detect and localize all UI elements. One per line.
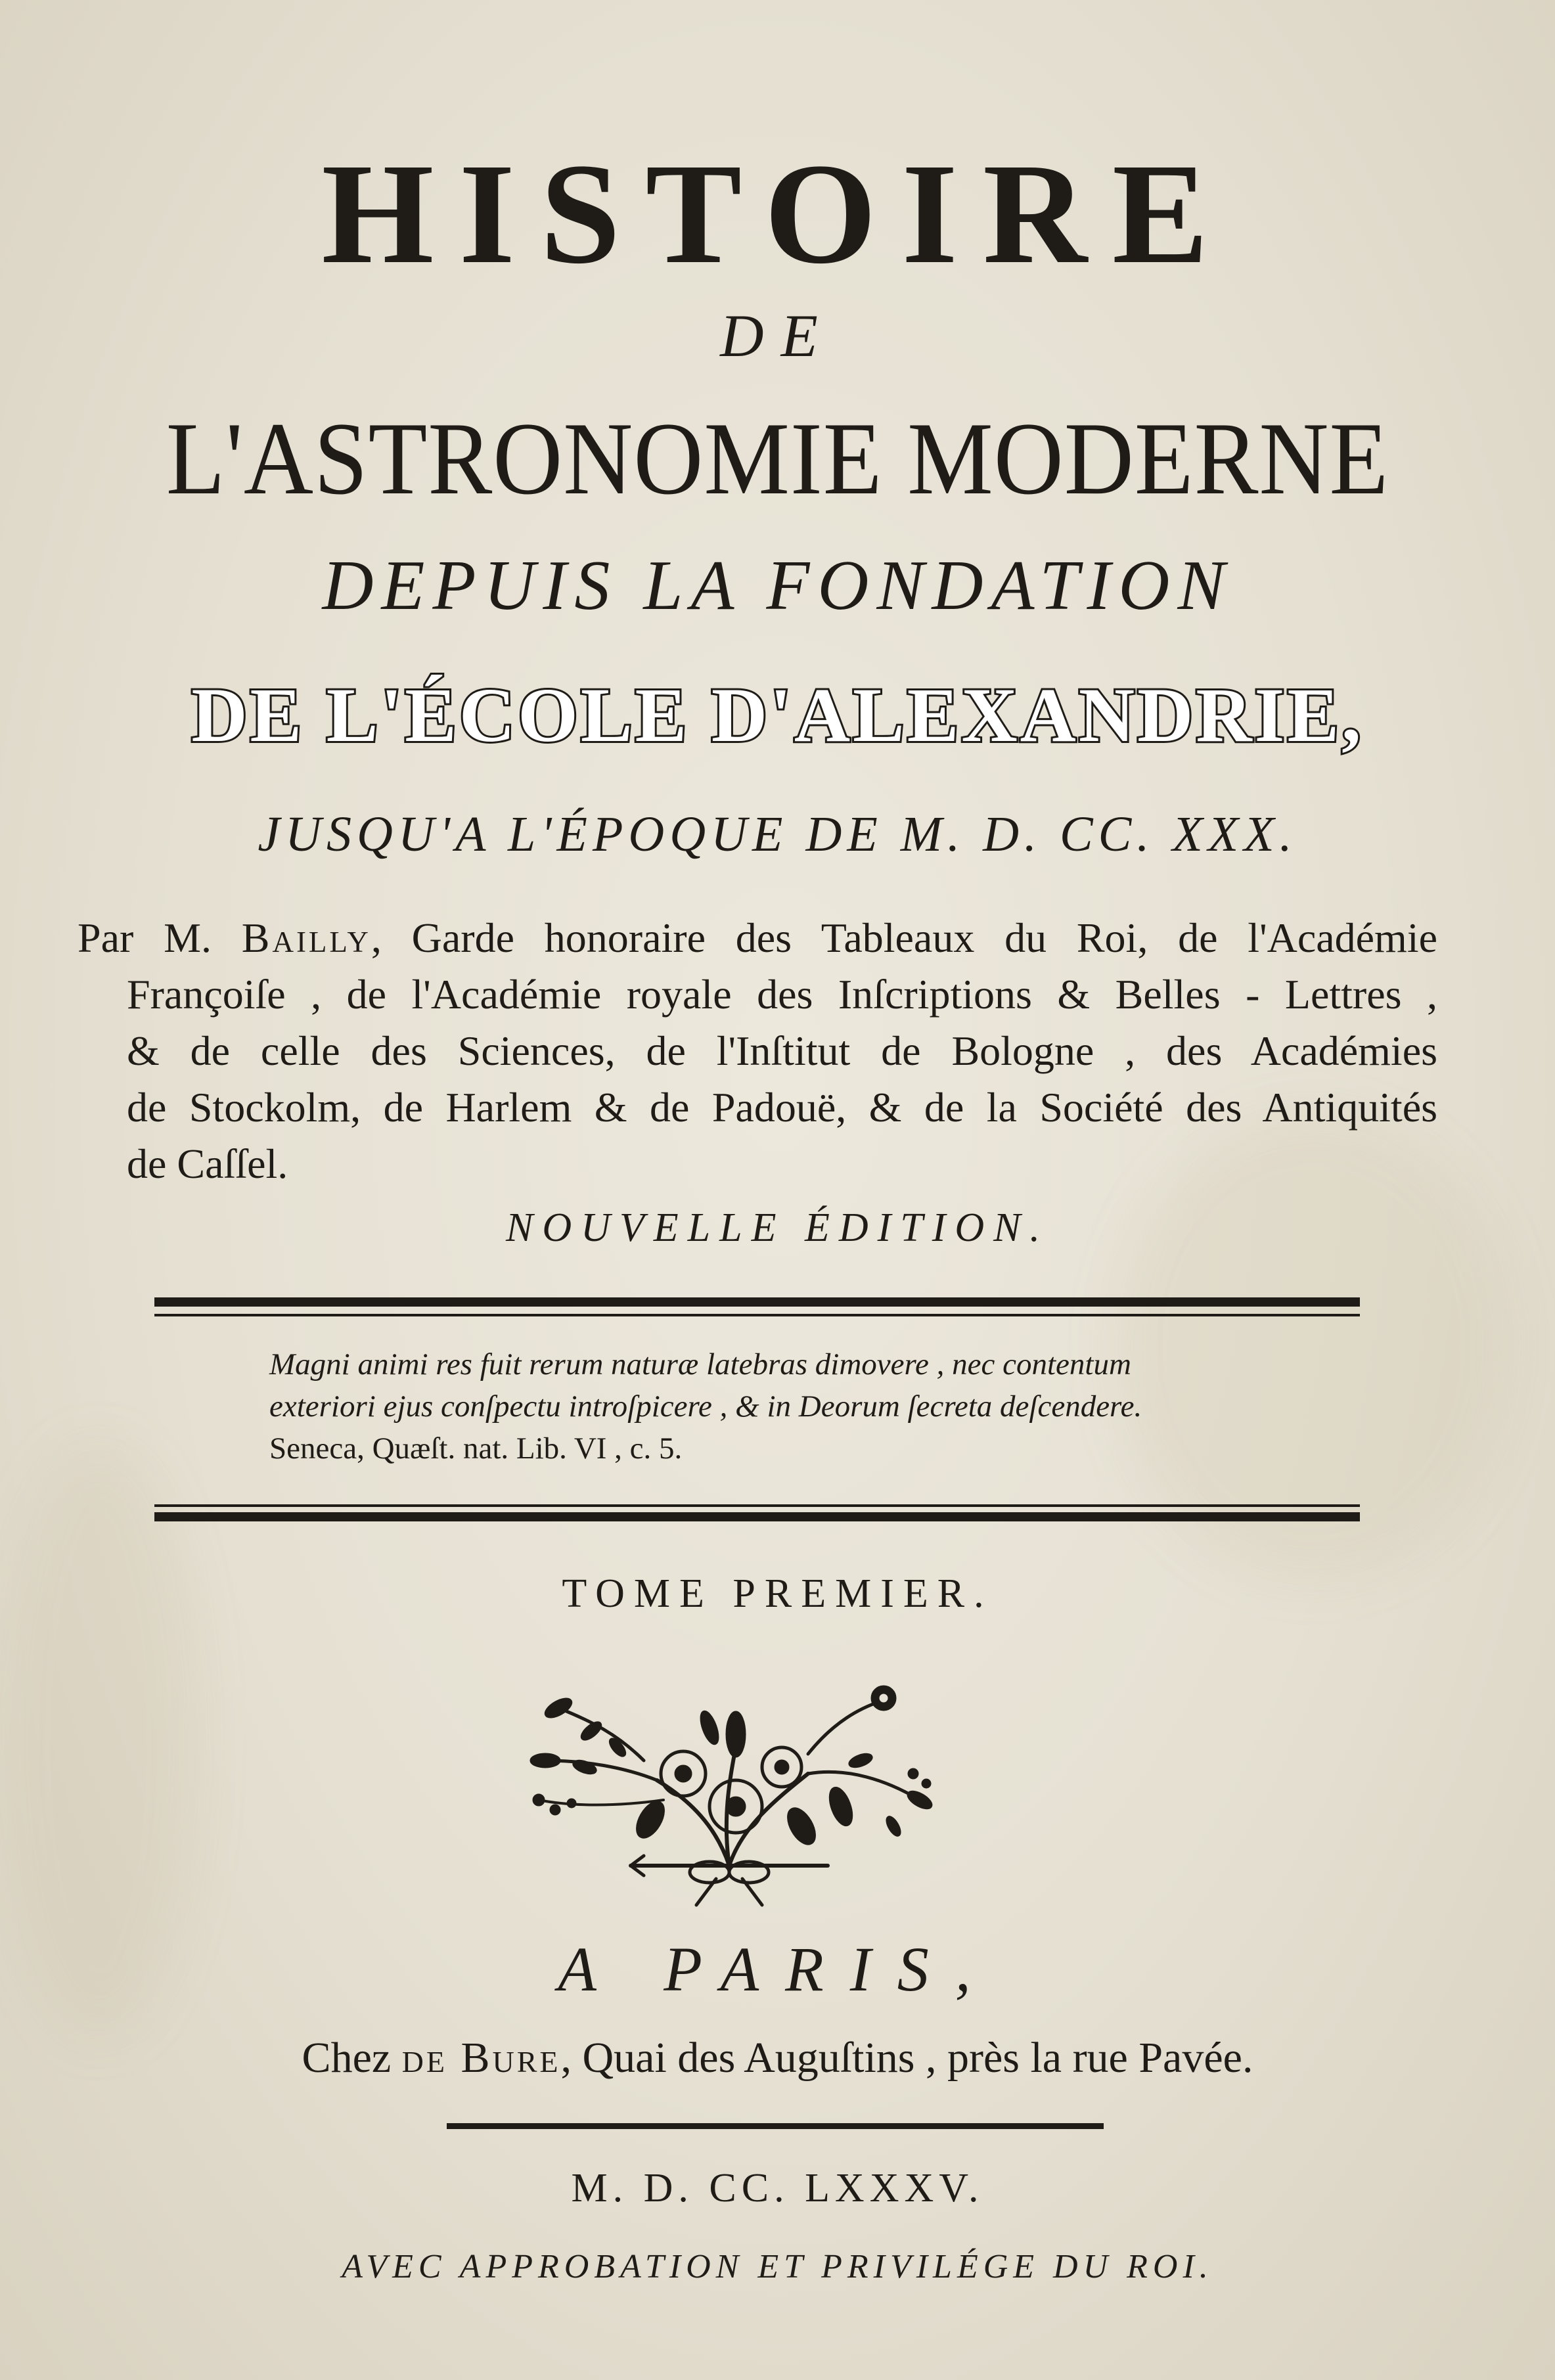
epigraph — [269, 1343, 1255, 1470]
title-de: DE — [720, 302, 835, 369]
epigraph-line-1: Magni animi res fuit rerum naturæ latebras dimovere , nec contentum — [269, 1347, 1131, 1381]
imprint-rule — [447, 2123, 1104, 2129]
author-line-2: Françoiſe , de l'Académie royale des Inſcriptions & Belles - Lettres , — [127, 971, 1437, 1018]
imprint-privilege: AVEC APPROBATION ET PRIVILÉGE DU ROI. — [342, 2248, 1213, 2285]
floral-ornament-icon — [519, 1669, 939, 1912]
author-prefix: Par M. — [78, 914, 242, 961]
publisher-address: , Quai des Auguſtins , près la rue Pavée. — [560, 2034, 1253, 2082]
edition-label: NOUVELLE ÉDITION. — [505, 1205, 1050, 1250]
author-line-1 — [78, 910, 1437, 966]
epigraph-citation: Seneca, Quæſt. nat. Lib. VI , c. 5. — [269, 1431, 683, 1466]
author-line-5: de Caſſel. — [127, 1140, 288, 1187]
imprint-date: M. D. CC. LXXXV. — [571, 2166, 984, 2211]
subtitle-ecole-alexandrie: DE L'ÉCOLE D'ALEXANDRIE, — [191, 672, 1364, 758]
author-line-4: de Stockolm, de Harlem & de Padouë, & de la Société des Antiquités — [127, 1084, 1437, 1131]
author-paragraph — [78, 910, 1437, 1192]
subtitle-jusqu: JUSQU'A L'ÉPOQUE DE M. D. CC. XXX. — [258, 807, 1297, 862]
double-rule-bottom-thin — [154, 1504, 1360, 1507]
publisher-name: de Bure — [401, 2034, 561, 2082]
double-rule-top — [154, 1297, 1360, 1307]
epigraph-line-2: exteriori ejus conſpectu introſpicere , & in Deorum ſecreta deſcendere. — [269, 1389, 1142, 1424]
volume-label: TOME PREMIER. — [562, 1571, 993, 1616]
author-line-3: & de celle des Sciences, de l'Inſtitut de Bologne , des Académies — [127, 1027, 1437, 1074]
publisher-prefix: Chez — [302, 2034, 402, 2082]
imprint-publisher — [0, 2036, 1555, 2080]
imprint-city: A PARIS, — [558, 1934, 997, 2004]
double-rule-bottom — [154, 1512, 1360, 1521]
title-astronomie-moderne: L'ASTRONOMIE MODERNE — [166, 401, 1389, 516]
title-histoire: HISTOIRE — [321, 133, 1234, 294]
author-line-1-rest: , Garde honoraire des Tableaux du Roi, de l'Académie — [371, 914, 1438, 961]
double-rule-top-thin — [154, 1314, 1360, 1316]
subtitle-depuis: DEPUIS LA FONDATION — [322, 547, 1233, 625]
author-name: Bailly — [241, 914, 371, 961]
